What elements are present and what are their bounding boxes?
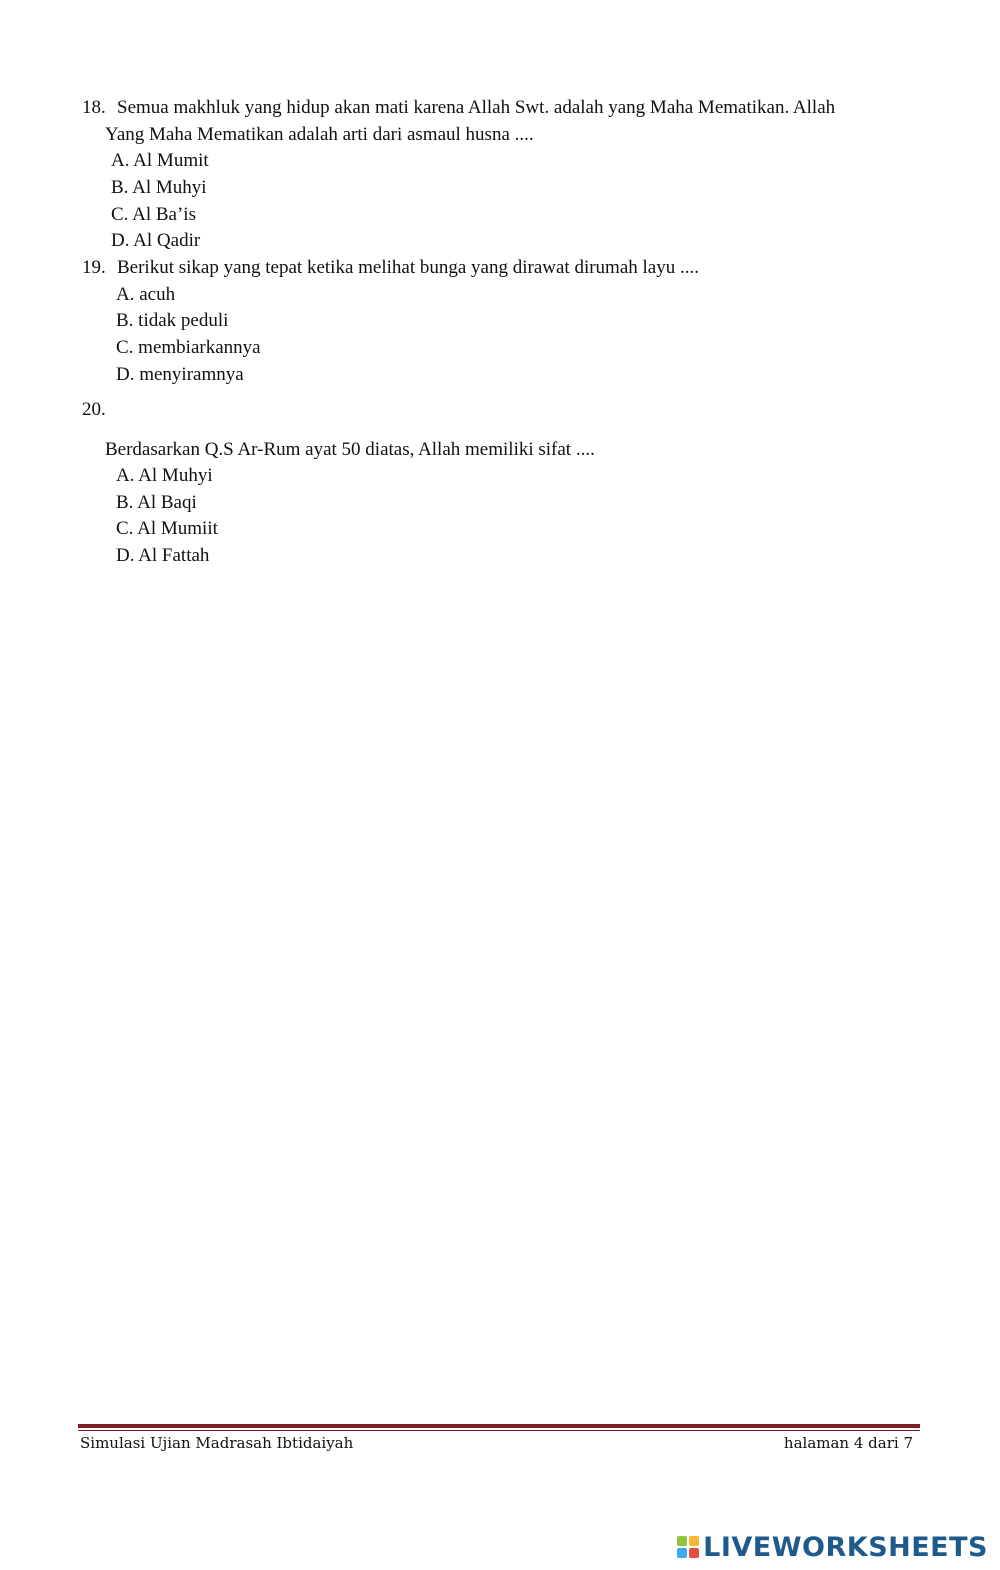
liveworksheets-logo-icon (677, 1536, 699, 1558)
option-a[interactable]: A. Al Muhyi (116, 465, 213, 486)
option-d[interactable]: D. Al Fattah (116, 545, 210, 566)
question-number: 18. (82, 97, 106, 118)
option-b[interactable]: B. tidak peduli (116, 310, 229, 331)
option-c[interactable]: C. Al Mumiit (116, 518, 218, 539)
question-number: 20. (82, 399, 106, 420)
option-b[interactable]: B. Al Baqi (116, 492, 197, 513)
option-a[interactable]: A. Al Mumit (111, 150, 209, 171)
question-stem-continued: Yang Maha Mematikan adalah arti dari asmaul husna .... (105, 124, 534, 145)
brand-name: LIVEWORKSHEETS (703, 1531, 988, 1563)
question-stem: Berdasarkan Q.S Ar-Rum ayat 50 diatas, Allah memiliki sifat .... (105, 439, 595, 460)
option-d[interactable]: D. menyiramnya (116, 364, 244, 385)
footer-title: Simulasi Ujian Madrasah Ibtidaiyah (80, 1434, 354, 1452)
footer-divider-thin (78, 1430, 920, 1431)
question-stem: Semua makhluk yang hidup akan mati karena Allah Swt. adalah yang Maha Mematikan. Allah (117, 97, 836, 118)
option-c[interactable]: C. Al Ba’is (111, 204, 196, 225)
liveworksheets-brand[interactable] (677, 1530, 988, 1564)
option-b[interactable]: B. Al Muhyi (111, 177, 207, 198)
question-number: 19. (82, 257, 106, 278)
option-d[interactable]: D. Al Qadir (111, 230, 201, 251)
page-number: halaman 4 dari 7 (783, 1434, 913, 1452)
footer-divider (78, 1424, 920, 1428)
option-c[interactable]: C. membiarkannya (116, 337, 261, 358)
question-stem: Berikut sikap yang tepat ketika melihat bunga yang dirawat dirumah layu .... (117, 257, 699, 278)
option-a[interactable]: A. acuh (116, 284, 176, 305)
